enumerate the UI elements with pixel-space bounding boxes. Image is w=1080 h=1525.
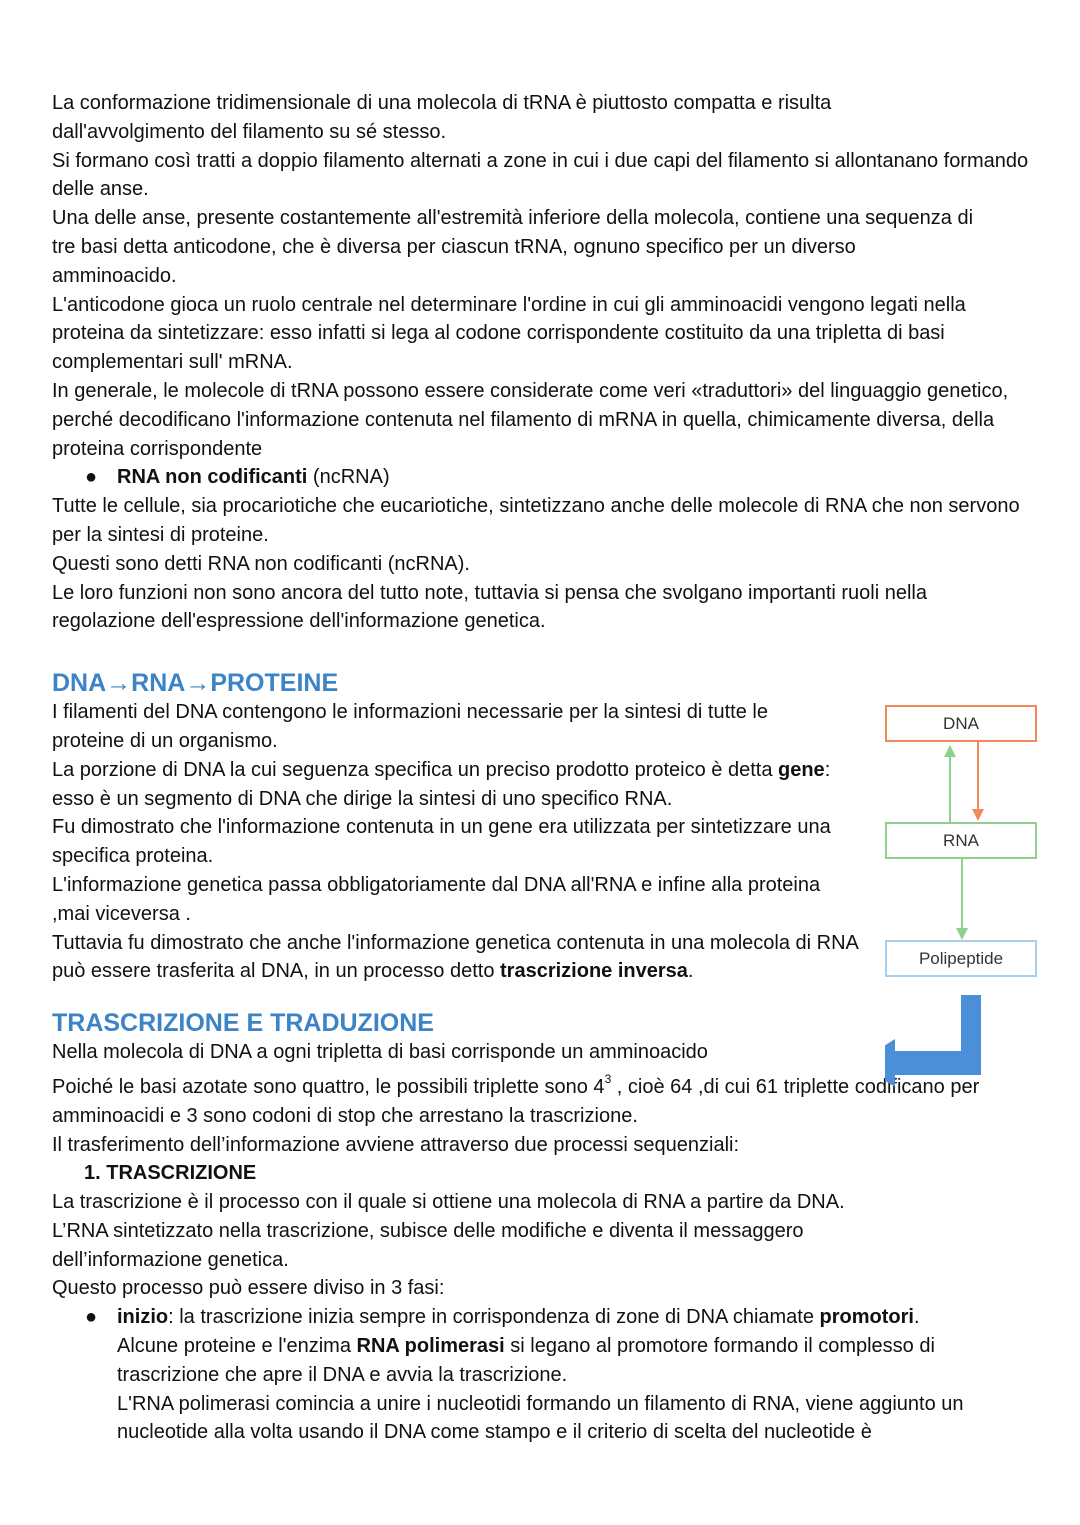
paragraph: Le loro funzioni non sono ancora del tutto note, tuttavia si pensa che svolgano importanti ruoli nella regolazione dell'espressione dell'informazione genetica. [52, 581, 927, 633]
paragraph: La porzione di DNA la cui seguenza specifica un preciso prodotto proteico è detta gene: esso è un segmento di DNA che dirige la sintesi di uno specifico RNA. [52, 758, 831, 810]
paragraph: I filamenti del DNA contengono le informazioni necessarie per la sintesi di tutte le proteine di un organismo. [52, 701, 768, 752]
arrow-head-down [956, 928, 968, 940]
paragraph: Tuttavia fu dimostrato che anche l'informazione genetica contenuta in una molecola di RNA può essere trasferita al DNA, in un processo detto trascrizione inversa. [52, 931, 858, 983]
box-dna: DNA [885, 705, 1037, 742]
paragraph: Il trasferimento dell’informazione avviene attraverso due processi sequenziali: [52, 1133, 740, 1156]
bullet-bold: RNA non codificanti [117, 466, 308, 489]
paragraph: L’RNA sintetizzato nella trascrizione, subisce delle modifiche e diventa il messaggero dell’informazione genetica. [52, 1219, 804, 1271]
arrow-head-down [972, 809, 984, 821]
paragraph: Tutte le cellule, sia procariotiche che eucariotiche, sintetizzano anche delle molecole di RNA che non servono per la sintesi di proteine. [52, 495, 1020, 546]
paragraph: La trascrizione è il processo con il quale si ottiene una molecola di RNA a partire da DNA. [52, 1191, 845, 1214]
section-heading-trascrizione-traduzione: TRASCRIZIONE E TRADUZIONE [52, 1009, 434, 1038]
box-polipeptide: Polipeptide [885, 940, 1037, 977]
box-rna: RNA [885, 822, 1037, 859]
paragraph: Questo processo può essere diviso in 3 fasi: [52, 1277, 445, 1300]
bullet-text: (ncRNA) [307, 466, 390, 489]
paragraph: Poiché le basi azotate sono quattro, le possibili triplette sono $4^3$ , cioè 64 ,di cui 61 triplette codificano per amminoacidi e 3 sono codoni di stop che arrestano la trascrizione. [52, 1071, 980, 1127]
paragraph: Fu dimostrato che l'informazione contenuta in un gene era utilizzata per sintetizzare una specifica proteina. [52, 816, 831, 868]
paragraph: In generale, le molecole di tRNA possono essere considerate come veri «traduttori» del linguaggio genetico, perché decodificano l'informazione contenuta nel filamento di mRNA in quella, chimicamente diversa, della proteina corrispondente [52, 379, 1009, 460]
paragraph: Questi sono detti RNA non codificanti (ncRNA). [52, 552, 470, 575]
diagram-arrows [885, 705, 1040, 1105]
paragraph: L'anticodone gioca un ruolo centrale nel determinare l'ordine in cui gli amminoacidi vengono legati nella proteina da sintetizzare: esso infatti si lega al codone corrispondente costituito da una tripletta di basi complementari sull' mRNA. [52, 293, 966, 374]
bullet-item-inizio: ● inizio: la trascrizione inizia sempre in corrispondenza di zone di DNA chiamate promotori. Alcune proteine e l'enzima RNA polimerasi si legano al promotore formando il complesso di trascrizione che apre il DNA e avvia la trascrizione. L'RNA polimerasi comincia a unire i nucleotidi formando un filamento di RNA, viene aggiunto un nucleotide alla volta usando il DNA come stampo e il criterio di scelta del nucleotide è [52, 1303, 1042, 1447]
bullet-dot: ● [85, 1306, 98, 1329]
bullet-dot: ● [85, 466, 98, 489]
paragraph: L'informazione genetica passa obbligatoriamente dal DNA all'RNA e infine alla proteina ,mai viceversa . [52, 873, 821, 925]
big-bent-arrow [885, 995, 981, 1087]
paragraph: Nella molecola di DNA a ogni tripletta di basi corrisponde un amminoacido [52, 1041, 708, 1064]
paragraph: La conformazione tridimensionale di una molecola di tRNA è piuttosto compatta e risulta dall'avvolgimento del filamento su sé stesso. [52, 92, 832, 143]
arrow-head-up [944, 745, 956, 757]
paragraph: Si formano così tratti a doppio filamento alternati a zone in cui i due capi del filamento si allontanano formando delle anse. [52, 149, 1029, 201]
paragraph: Una delle anse, presente costantemente all'estremità inferiore della molecola, contiene una sequenza di tre basi detta anticodone, che è diversa per ciascun tRNA, ognuno specifico per un diverso amminoacido. [52, 207, 974, 287]
section-heading-dna-rna-proteine: DNA→RNA→PROTEINE [52, 669, 339, 698]
dna-rna-polypeptide-diagram [885, 705, 1040, 1105]
bullet-item-ncrna [52, 463, 1042, 492]
numbered-item-trascrizione: 1. TRASCRIZIONE [84, 1162, 257, 1185]
